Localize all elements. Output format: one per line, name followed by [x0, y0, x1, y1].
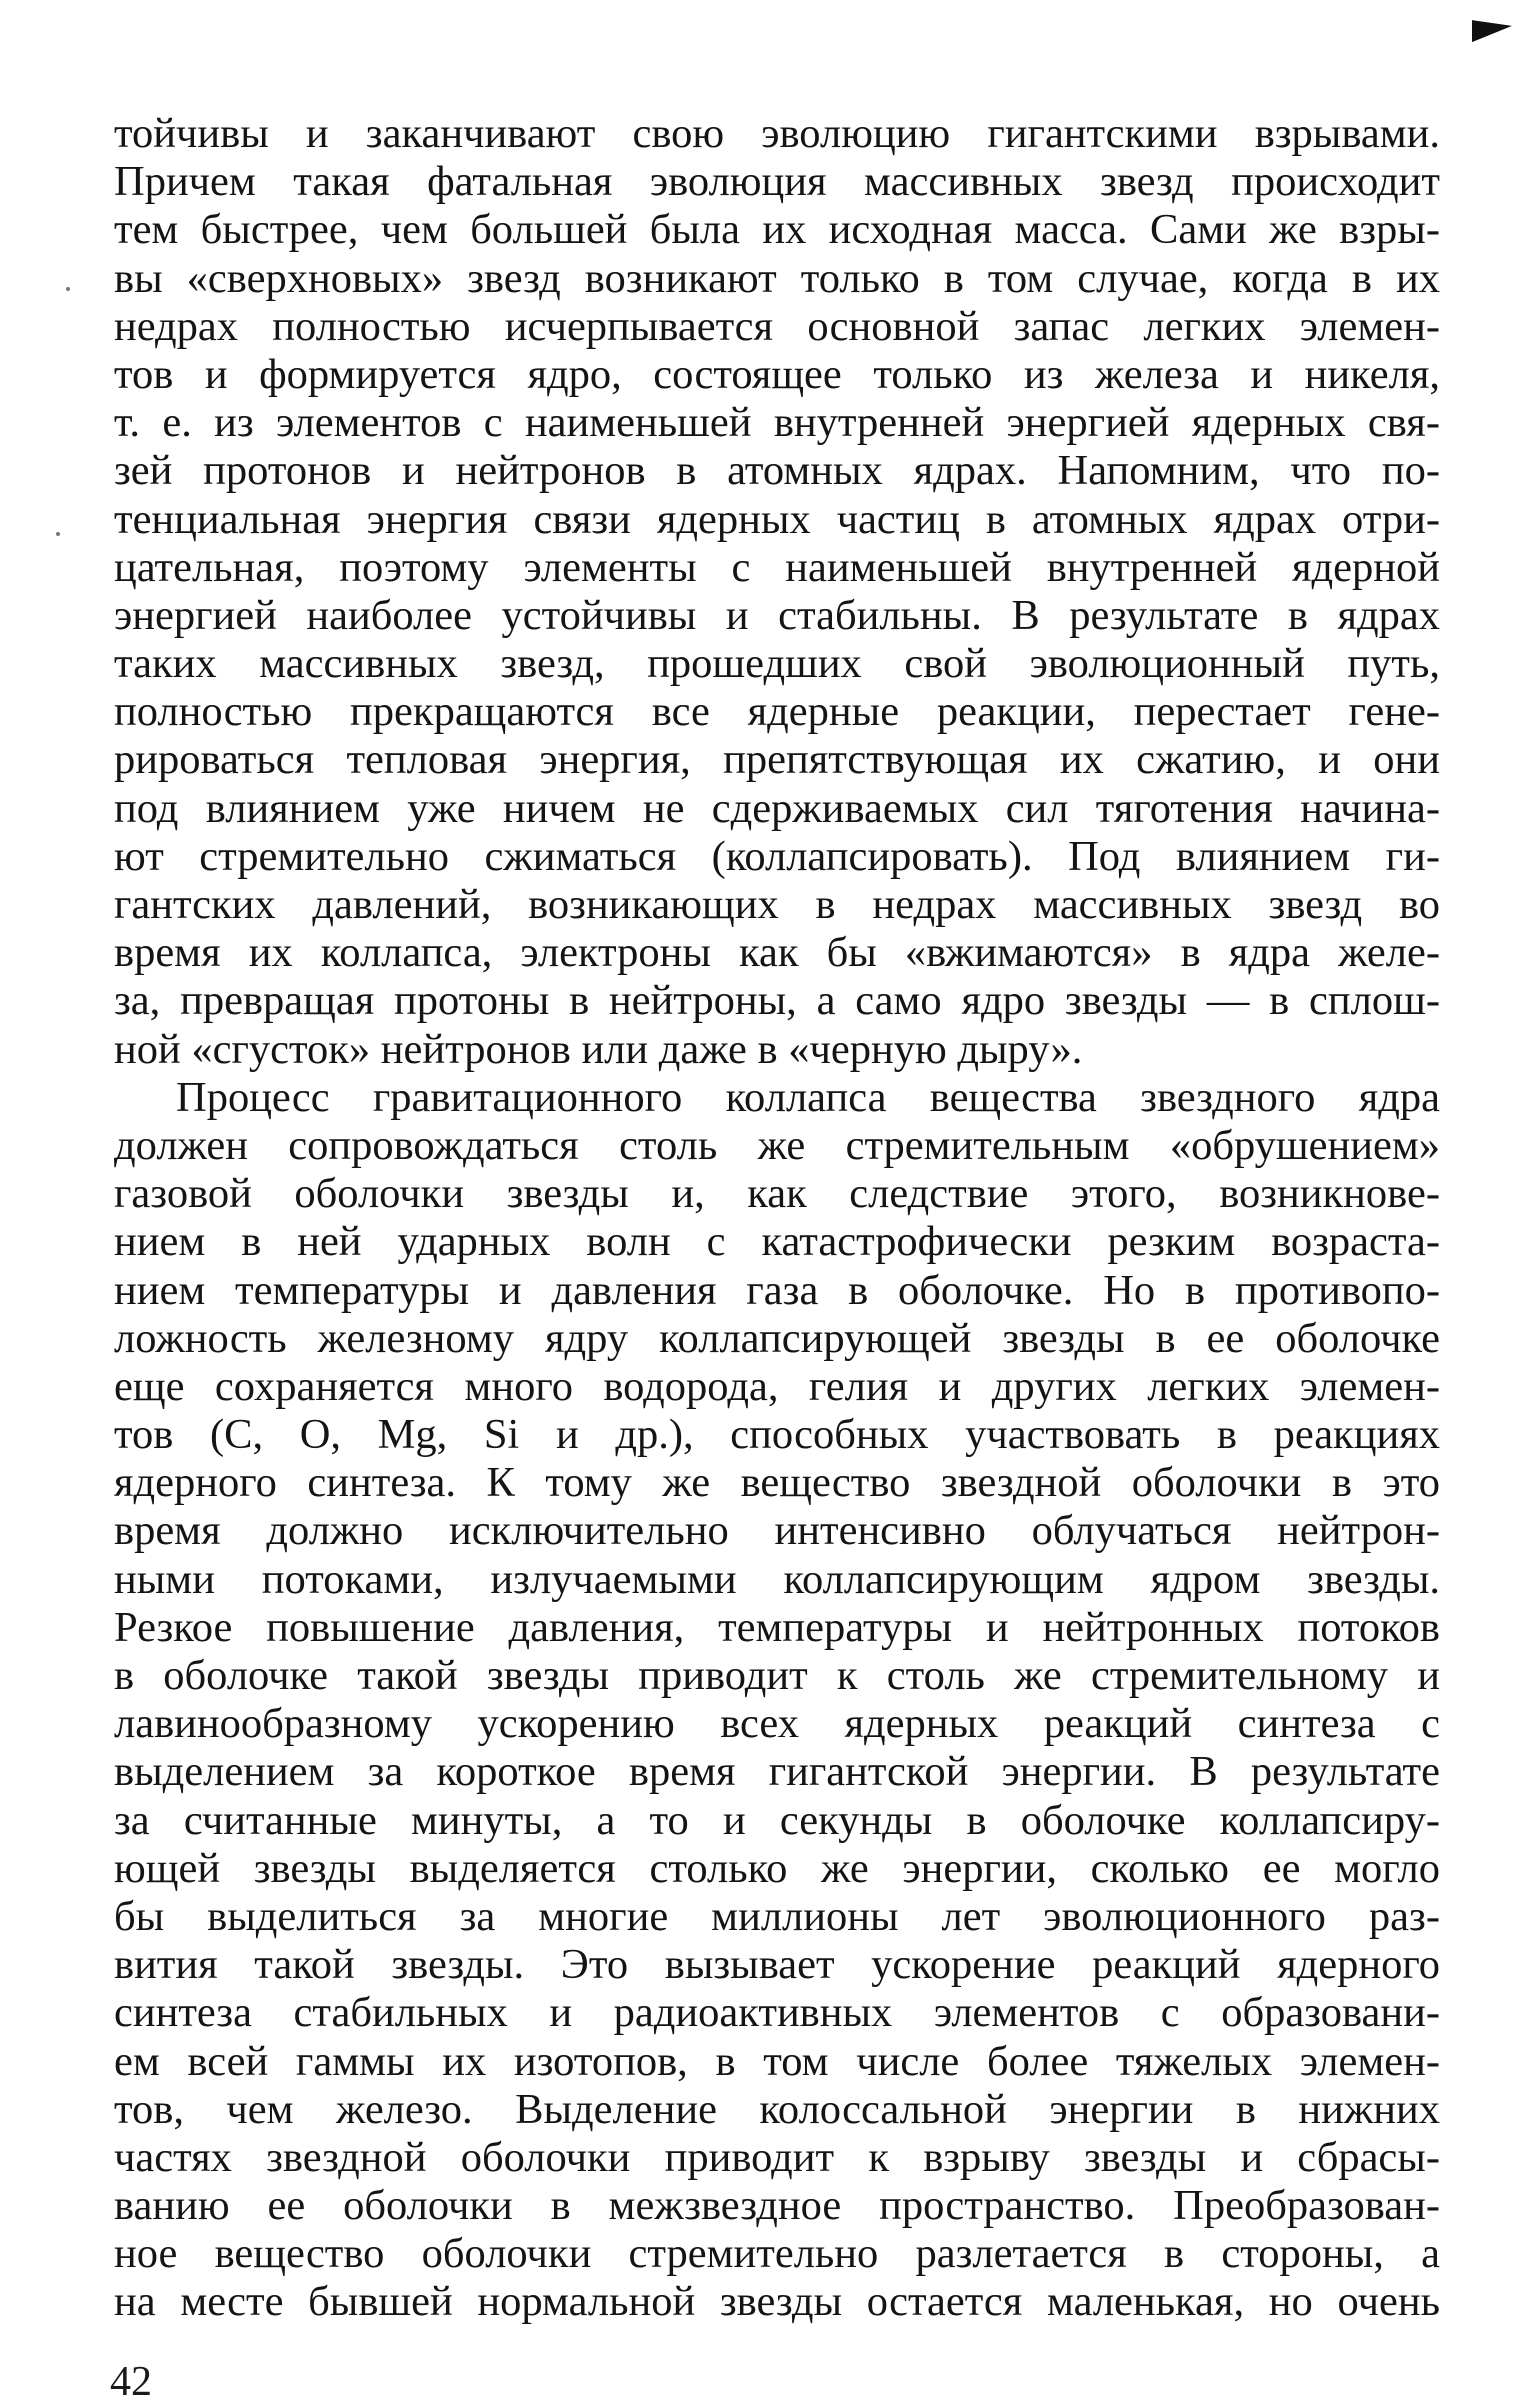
- text-line: тов и формируется ядро, состоящее только из железа и никеля,: [114, 350, 1440, 398]
- paragraph-2: [114, 1074, 1440, 2327]
- text-line: за, превращая протоны в нейтроны, а само ядро звезды — в сплош-: [114, 977, 1440, 1025]
- text-line: энергией наиболее устойчивы и стабильны. В результате в ядрах: [114, 591, 1440, 639]
- text-line: зей протонов и нейтронов в атомных ядрах. Напомним, что по-: [114, 447, 1440, 495]
- text-line: под влиянием уже ничем не сдерживаемых сил тяготения начина-: [114, 784, 1440, 832]
- text-line: ем всей гаммы их изотопов, в том числе более тяжелых элемен-: [114, 2037, 1440, 2085]
- text-line: бы выделиться за многие миллионы лет эволюционного раз-: [114, 1892, 1440, 1940]
- text-line: таких массивных звезд, прошедших свой эволюционный путь,: [114, 640, 1440, 688]
- text-line: вы «сверхновых» звезд возникают только в том случае, когда в их: [114, 254, 1440, 302]
- text-line: ными потоками, излучаемыми коллапсирующим ядром звезды.: [114, 1555, 1440, 1603]
- scan-speck: [56, 532, 60, 536]
- text-line: ющей звезды выделяется столько же энергии, сколько ее могло: [114, 1844, 1440, 1892]
- text-line: должен сопровождаться столь же стремительным «обрушением»: [114, 1121, 1440, 1169]
- text-line: газовой оболочки звезды и, как следствие этого, возникнове-: [114, 1170, 1440, 1218]
- scan-speck: [66, 287, 70, 291]
- text-line: тем быстрее, чем большей была их исходная масса. Сами же взры-: [114, 206, 1440, 254]
- text-line: частях звездной оболочки приводит к взрыву звезды и сбрасы-: [114, 2133, 1440, 2181]
- text-line: ложность железному ядру коллапсирующей звезды в ее оболочке: [114, 1314, 1440, 1362]
- paragraph-1: [114, 110, 1440, 1074]
- text-line: в оболочке такой звезды приводит к столь же стремительному и: [114, 1652, 1440, 1699]
- text-line: время их коллапса, электроны как бы «вжимаются» в ядра желе-: [114, 929, 1440, 977]
- text-line: полностью прекращаются все ядерные реакции, перестает гене-: [114, 688, 1440, 736]
- text-line: тов, чем железо. Выделение колоссальной энергии в нижних: [114, 2085, 1440, 2133]
- text-line: ное вещество оболочки стремительно разлетается в стороны, а: [114, 2230, 1440, 2278]
- text-line: синтеза стабильных и радиоактивных элементов с образовани-: [114, 1989, 1440, 2037]
- text-line: тов (С, О, Mg, Si и др.), способных участвовать в реакциях: [114, 1411, 1440, 1459]
- text-line: нием температуры и давления газа в оболочке. Но в противопо-: [114, 1266, 1440, 1314]
- text-line: рироваться тепловая энергия, препятствующая их сжатию, и они: [114, 736, 1440, 784]
- text-line: гантских давлений, возникающих в недрах массивных звезд во: [114, 881, 1440, 928]
- text-line: лавинообразному ускорению всех ядерных реакций синтеза с: [114, 1700, 1440, 1748]
- text-line: время должно исключительно интенсивно облучаться нейтрон-: [114, 1507, 1440, 1555]
- text-line: за считанные минуты, а то и секунды в оболочке коллапсиру-: [114, 1796, 1440, 1844]
- text-line: цательная, поэтому элементы с наименьшей внутренней ядерной: [114, 543, 1440, 591]
- page-body: [114, 110, 1440, 2327]
- text-line: Процесс гравитационного коллапса вещества звездного ядра: [176, 1073, 1440, 1121]
- text-line: еще сохраняется много водорода, гелия и других легких элемен-: [114, 1362, 1440, 1410]
- text-line: ванию ее оболочки в межзвездное пространство. Преобразован-: [114, 2182, 1440, 2230]
- page-corner-mark: [1472, 16, 1512, 42]
- text-line: ядерного синтеза. К тому же вещество звездной оболочки в это: [114, 1459, 1440, 1507]
- text-line: т. е. из элементов с наименьшей внутренней энергией ядерных свя-: [114, 399, 1440, 447]
- text-line: Причем такая фатальная эволюция массивных звезд происходит: [114, 158, 1440, 206]
- text-line: вития такой звезды. Это вызывает ускорение реакций ядерного: [114, 1941, 1440, 1989]
- text-line: тойчивы и заканчивают свою эволюцию гигантскими взрывами.: [114, 110, 1440, 157]
- text-line: недрах полностью исчерпывается основной запас легких элемен-: [114, 302, 1440, 350]
- text-line: на месте бывшей нормальной звезды остается маленькая, но очень: [114, 2278, 1440, 2326]
- text-line: нием в ней ударных волн с катастрофически резким возраста-: [114, 1218, 1440, 1266]
- text-line: выделением за короткое время гигантской энергии. В результате: [114, 1748, 1440, 1796]
- text-line: Резкое повышение давления, температуры и нейтронных потоков: [114, 1603, 1440, 1651]
- text-line: ют стремительно сжиматься (коллапсировать). Под влиянием ги-: [114, 832, 1440, 880]
- text-line: тенциальная энергия связи ядерных частиц в атомных ядрах отри-: [114, 495, 1440, 543]
- text-line: ной «сгусток» нейтронов или даже в «черную дыру».: [114, 1025, 1083, 1073]
- page-number: 42: [110, 2359, 152, 2405]
